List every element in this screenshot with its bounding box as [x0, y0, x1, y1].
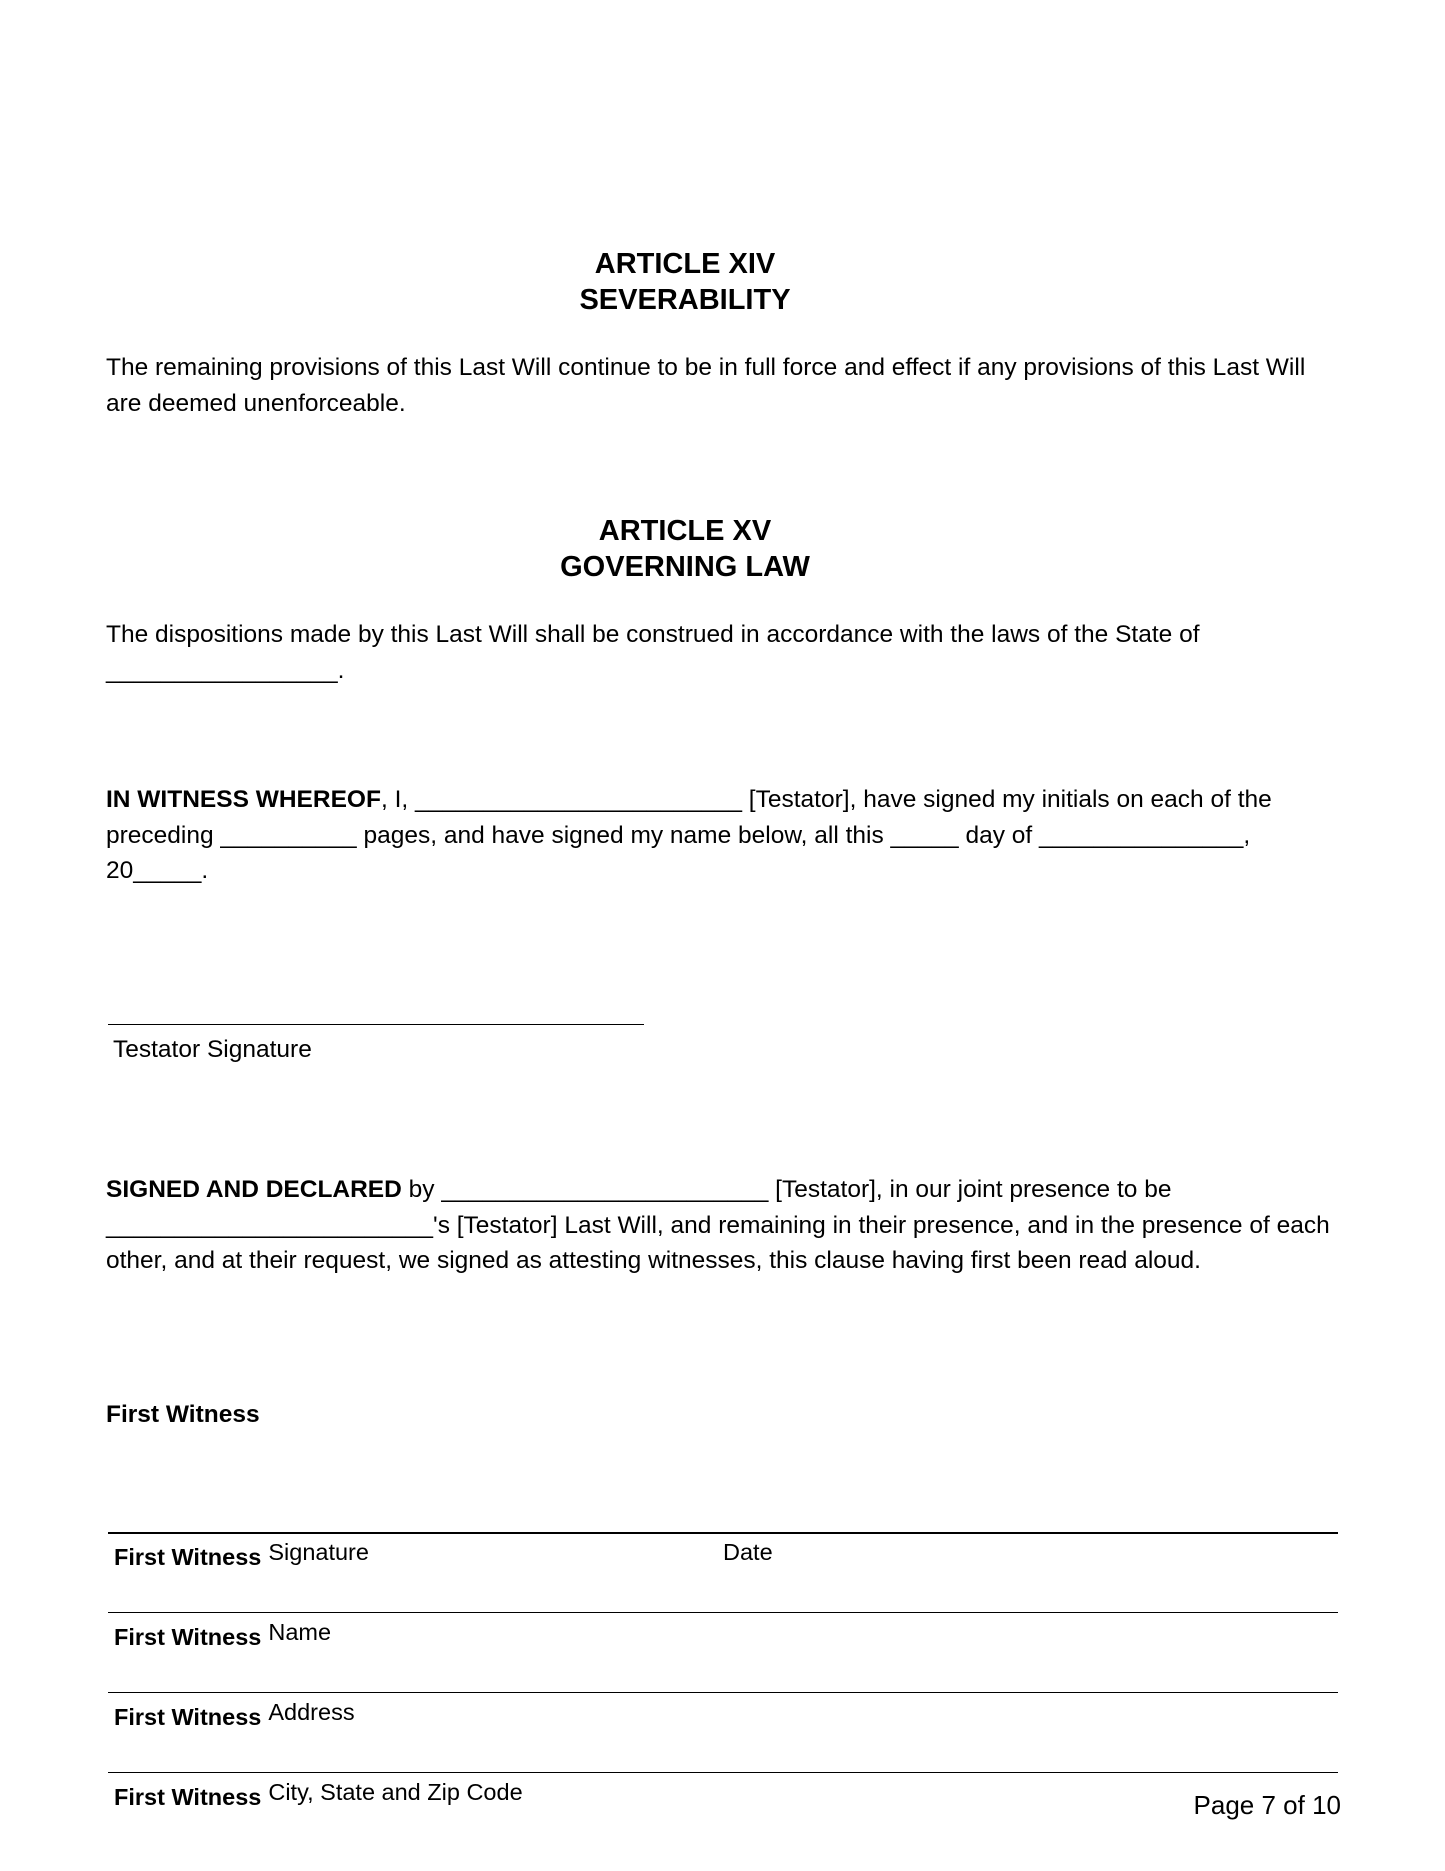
first-witness-address-prefix: First Witness [114, 1704, 262, 1730]
first-witness-signature-prefix: First Witness [114, 1544, 262, 1570]
article-15-number: ARTICLE XV [598, 515, 772, 547]
witness-whereof-line-1 [106, 782, 1356, 818]
witness-whereof-line-3: 20_____. [106, 857, 209, 884]
testator-signature-label: Testator Signature [113, 1036, 312, 1063]
first-witness-signature-line[interactable] [108, 1532, 1338, 1534]
first-witness-name-row [114, 1619, 332, 1650]
article-14-text [106, 350, 1356, 421]
article-15-title: GOVERNING LAW [560, 551, 810, 583]
signed-declared-paragraph [106, 1172, 1356, 1279]
witness-whereof-paragraph [106, 782, 1356, 889]
first-witness-name-line[interactable] [108, 1612, 1338, 1613]
witness-whereof-line-2: preceding __________ pages, and have signed my name below, all this _____ day of _______________, [106, 821, 1251, 849]
article-14-text-line-2: are deemed unenforceable. [106, 389, 406, 417]
first-witness-city-line[interactable] [108, 1772, 1338, 1773]
signed-declared-lead: SIGNED AND DECLARED [106, 1176, 402, 1203]
first-witness-name-label: Name [268, 1619, 332, 1645]
first-witness-city-row [114, 1779, 523, 1810]
article-14-number: ARTICLE XIV [594, 248, 776, 280]
first-witness-date-label: Date [723, 1539, 773, 1565]
article-15-text [106, 617, 1356, 688]
first-witness-address-row [114, 1699, 355, 1730]
first-witness-signature-row [114, 1539, 369, 1570]
article-14-title: SEVERABILITY [579, 284, 791, 316]
article-15-heading [0, 513, 1370, 585]
signed-declared-line-1 [106, 1172, 1356, 1208]
first-witness-city-label: City, State and Zip Code [268, 1779, 523, 1805]
article-14-heading [0, 246, 1370, 318]
signed-declared-line-3: other, and at their request, we signed as attesting witnesses, this clause having first been read aloud. [106, 1247, 1201, 1274]
first-witness-city-prefix: First Witness [114, 1784, 262, 1810]
signed-declared-line-2: ________________________'s [Testator] Last Will, and remaining in their presence, and in the presence of each [106, 1211, 1330, 1239]
witness-whereof-lead: IN WITNESS WHEREOF [106, 786, 381, 813]
first-witness-heading: First Witness [106, 1401, 260, 1428]
first-witness-name-prefix: First Witness [114, 1624, 262, 1650]
witness-whereof-line-1-rest: , I, ________________________ [Testator], have signed my initials on each of the [380, 786, 1272, 813]
first-witness-signature-label: Signature [268, 1539, 369, 1565]
first-witness-address-label: Address [268, 1699, 355, 1725]
first-witness-address-line[interactable] [108, 1692, 1338, 1693]
testator-signature-line[interactable] [108, 1024, 644, 1025]
signed-declared-line-1-rest: by ________________________ [Testator], in our joint presence to be [401, 1176, 1172, 1203]
article-15-text-line-1: The dispositions made by this Last Will shall be construed in accordance with the laws of the State of [106, 621, 1200, 648]
page-number: Page 7 of 10 [1193, 1790, 1341, 1820]
article-15-text-line-2: _________________. [106, 656, 345, 684]
article-14-text-line-1: The remaining provisions of this Last Will continue to be in full force and effect if any provisions of this Last Will [106, 354, 1306, 381]
